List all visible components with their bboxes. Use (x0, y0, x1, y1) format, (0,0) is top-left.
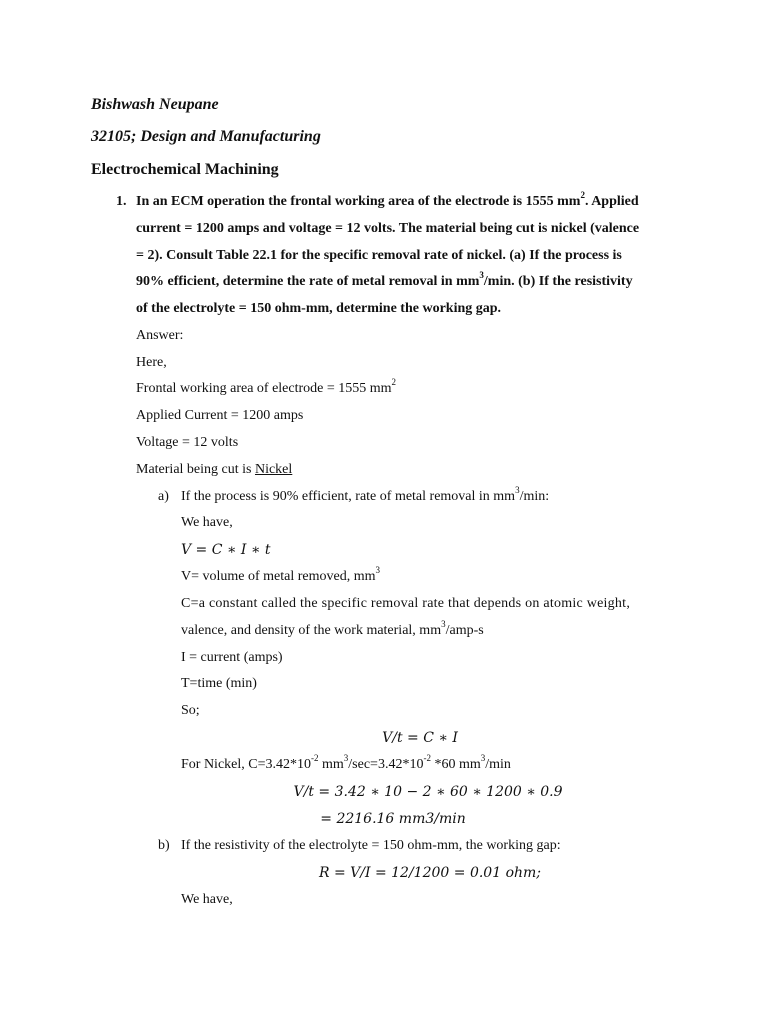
part-a-title: If the process is 90% efficient, rate of metal removal in $mm^3/\min$: (181, 485, 550, 504)
part-a-we-have: We have, (181, 515, 233, 530)
question-line-3: = 2). Consult Table 22.1 for the specific removal rate of nickel. (a) If the process is (136, 248, 622, 263)
topic-title: Electrochemical Machining (91, 161, 279, 178)
author-name: Bishwash Neupane (91, 96, 219, 113)
course-title: 32105; Design and Manufacturing (91, 128, 321, 145)
answer-current: Applied Current = 1200 amps (136, 408, 304, 423)
part-b-title: If the resistivity of the electrolyte = 150 ohm-mm, the working gap: (181, 838, 561, 853)
answer-material: Material being cut is Nickel (136, 462, 293, 477)
part-a-equation-2: V/t = C ∗ I (382, 730, 458, 746)
part-a-result: = 2216.16 mm3/min (320, 811, 466, 827)
part-a-def-i: I = current (amps) (181, 650, 283, 665)
part-a-equation-1: V = C ∗ I ∗ t (181, 542, 271, 558)
answer-label: Answer: (136, 328, 184, 343)
question-line-4: 90% efficient, determine the rate of metal removal in $mm^3/\min$. (b) If the resistivity (136, 270, 633, 289)
part-a-def-c-2: valence, and density of the work material, $mm^3/amp-s$ (181, 619, 484, 638)
answer-here: Here, (136, 355, 167, 370)
question-line-2: current = 1200 amps and voltage = 12 volts. The material being cut is nickel (valence (136, 221, 640, 236)
part-a-nickel-constant: For Nickel, $C=3.42*10^{-2}$ $mm^3/\sec=3.42*10^{-2}$ *60 $mm^3/\min$ (181, 753, 511, 772)
part-b-equation-1: R = V/I = 12/1200 = 0.01 ohm; (318, 865, 542, 881)
part-a-so: So; (181, 703, 200, 718)
question-line-1: In an ECM operation the frontal working area of the electrode is 1555 $mm^2$. Applied (136, 190, 639, 209)
part-b-marker: b) (158, 838, 170, 853)
part-a-marker: a) (158, 489, 169, 504)
part-a-def-v: V= volume of metal removed, $mm^3$ (181, 565, 381, 584)
answer-voltage: Voltage = 12 volts (136, 435, 239, 450)
answer-area: Frontal working area of electrode = 1555 $mm^2$ (136, 377, 397, 396)
question-line-5: of the electrolyte = 150 ohm-mm, determine the working gap. (136, 301, 502, 316)
part-b-we-have: We have, (181, 892, 233, 907)
part-a-def-t: T=time (min) (181, 676, 257, 691)
part-a-equation-3: V/t = 3.42 ∗ 10 − 2 ∗ 60 ∗ 1200 ∗ 0.9 (293, 784, 563, 800)
question-number: 1. (116, 194, 127, 209)
part-a-def-c-1: C=a constant called the specific removal rate that depends on atomic weight, (181, 596, 631, 611)
